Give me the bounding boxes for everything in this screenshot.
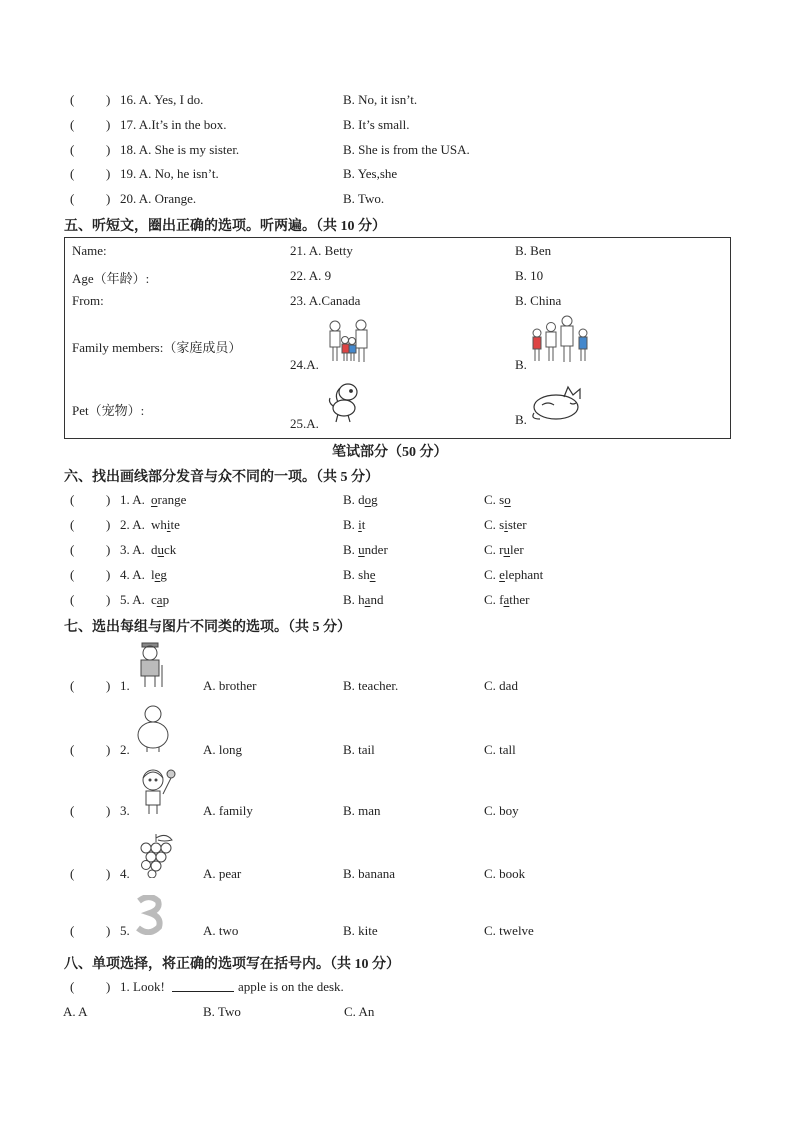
- option-c: [484, 592, 530, 608]
- word-part: p: [162, 592, 170, 607]
- option-a: A. brother: [203, 678, 257, 693]
- fat-man-picture: [133, 703, 173, 753]
- option-b: B. Two: [203, 1004, 241, 1019]
- option-c: C. tall: [484, 742, 516, 757]
- question-text-end: apple is on the desk.: [238, 979, 344, 994]
- answer-paren-open[interactable]: (: [70, 166, 75, 181]
- option-a: 16. A. Yes, I do.: [120, 92, 204, 107]
- option-c: C. dad: [484, 678, 518, 693]
- answer-paren-open[interactable]: (: [70, 742, 75, 757]
- underlined-letters: o: [504, 492, 511, 507]
- word-part: t: [361, 517, 366, 532]
- option-a: 18. A. She is my sister.: [120, 142, 240, 157]
- row-label: Name:: [72, 243, 107, 258]
- word-part: nder: [364, 542, 388, 557]
- option-b: B. It’s small.: [343, 117, 410, 132]
- option-a[interactable]: 25.A.: [290, 416, 319, 431]
- section8-heading: 八、单项选择，将正确的选项写在括号内。（共 10 分）: [64, 957, 400, 972]
- option-b[interactable]: B. Ben: [515, 243, 552, 258]
- option-c: [484, 492, 511, 508]
- underlined-letters: u: [503, 542, 510, 557]
- option-b: B. tail: [343, 742, 375, 757]
- underlined-letters: o: [151, 492, 158, 507]
- option-b: [343, 517, 365, 533]
- row-label: Age（年龄）:: [72, 271, 150, 286]
- answer-paren-open[interactable]: (: [70, 592, 75, 607]
- option-a: [151, 492, 186, 508]
- question-number: 3.: [120, 803, 130, 818]
- word-part: ther: [509, 592, 530, 607]
- grandpa-picture: [132, 641, 172, 689]
- option-a: 19. A. No, he isn’t.: [120, 166, 219, 181]
- row-label: Family members:（家庭成员）: [72, 340, 242, 355]
- question-text-start: 1. Look!: [120, 979, 165, 994]
- family-picture-a: [323, 316, 375, 366]
- option-a[interactable]: 23. A.Canada: [290, 293, 361, 308]
- answer-paren-close: ): [106, 803, 111, 818]
- option-c: C. book: [484, 866, 526, 881]
- word-part: lephant: [504, 567, 544, 582]
- question-number: 4. A.: [120, 567, 145, 582]
- option-c: C. An: [344, 1004, 375, 1019]
- answer-paren-close: ): [106, 166, 111, 181]
- word-part: g: [160, 567, 167, 582]
- option-b: [343, 567, 376, 583]
- option-c: [484, 567, 543, 583]
- answer-paren-open[interactable]: (: [70, 803, 75, 818]
- word-part: wh: [151, 517, 167, 532]
- word-part: l: [151, 567, 155, 582]
- word-part: B. h: [343, 592, 365, 607]
- option-a: A. family: [203, 803, 253, 818]
- option-b: B. Yes,she: [343, 166, 398, 181]
- answer-paren-close: ): [106, 678, 111, 693]
- grapes-picture: [134, 832, 176, 878]
- option-a[interactable]: 22. A. 9: [290, 268, 332, 283]
- question-number: 1. A.: [120, 492, 145, 507]
- word-part: ler: [510, 542, 524, 557]
- word-part: C. f: [484, 592, 504, 607]
- option-b: B. teacher.: [343, 678, 399, 693]
- word-part: nd: [370, 592, 384, 607]
- option-a: [151, 517, 180, 533]
- girl-picture: [135, 766, 179, 816]
- option-b: B. man: [343, 803, 381, 818]
- underlined-letters: i: [166, 517, 171, 532]
- answer-paren-open[interactable]: (: [70, 979, 75, 994]
- option-c: [484, 542, 524, 558]
- section5-heading: 五、听短文，圈出正确的选项。听两遍。（共 10 分）: [64, 219, 386, 234]
- underlined-letters: a: [364, 592, 371, 607]
- option-a: A. pear: [203, 866, 242, 881]
- underlined-letters: a: [156, 592, 163, 607]
- option-b: B. banana: [343, 866, 395, 881]
- question-number: 5.: [120, 923, 130, 938]
- option-a: A. A: [63, 1004, 88, 1019]
- answer-paren-close: ): [106, 191, 111, 206]
- option-c: [484, 517, 527, 533]
- word-part: C. s: [484, 517, 505, 532]
- answer-paren-open[interactable]: (: [70, 517, 75, 532]
- row-label: Pet（宠物）:: [72, 403, 145, 418]
- option-b[interactable]: B.: [515, 357, 527, 372]
- option-c: C. boy: [484, 803, 519, 818]
- cat-picture: [528, 383, 590, 423]
- option-a: [151, 592, 169, 608]
- word-part: c: [151, 592, 157, 607]
- answer-paren-close: ): [106, 542, 111, 557]
- answer-paren-close: ): [106, 492, 111, 507]
- option-c: C. twelve: [484, 923, 534, 938]
- underlined-letters: o: [364, 492, 372, 507]
- answer-paren-open[interactable]: (: [70, 923, 75, 938]
- question-number: 2. A.: [120, 517, 145, 532]
- option-b: B. No, it isn’t.: [343, 92, 418, 107]
- number-three-picture: [134, 895, 164, 935]
- option-b: B. Two.: [343, 191, 385, 206]
- question-number: 3. A.: [120, 542, 145, 557]
- fill-in-blank[interactable]: [172, 979, 234, 996]
- underlined-letters: u: [157, 542, 164, 557]
- answer-paren-open[interactable]: (: [70, 542, 75, 557]
- answer-paren-open[interactable]: (: [70, 866, 75, 881]
- option-a[interactable]: 21. A. Betty: [290, 243, 353, 258]
- answer-paren-close: ): [106, 142, 111, 157]
- answer-paren-open[interactable]: (: [70, 117, 75, 132]
- answer-paren-open[interactable]: (: [70, 567, 75, 582]
- dog-picture: [320, 380, 364, 424]
- underlined-letters: e: [154, 567, 161, 582]
- word-part: B. sh: [343, 567, 370, 582]
- word-part: C.: [484, 567, 500, 582]
- answer-paren-open[interactable]: (: [70, 492, 75, 507]
- underlined-letters: i: [504, 517, 508, 532]
- question-number: 1.: [120, 678, 130, 693]
- word-part: C. s: [484, 492, 505, 507]
- answer-paren-close: ): [106, 979, 111, 994]
- answer-paren-close: ): [106, 567, 111, 582]
- answer-paren-close: ): [106, 517, 111, 532]
- word-part: range: [157, 492, 187, 507]
- section7-heading: 七、选出每组与图片不同类的选项。（共 5 分）: [64, 620, 351, 635]
- underlined-letters: e: [499, 567, 505, 582]
- question-number: 4.: [120, 866, 130, 881]
- row-label: From:: [72, 293, 104, 308]
- option-b: B. kite: [343, 923, 378, 938]
- option-b[interactable]: B. China: [515, 293, 562, 308]
- underlined-letters: u: [358, 542, 365, 557]
- option-b[interactable]: B.: [515, 412, 527, 427]
- answer-paren-open[interactable]: (: [70, 142, 75, 157]
- answer-paren-close: ): [106, 923, 111, 938]
- option-a: 17. A.It’s in the box.: [120, 117, 227, 132]
- section6-heading: 六、找出画线部分发音与众不同的一项。（共 5 分）: [64, 470, 379, 485]
- word-part: C. r: [484, 542, 504, 557]
- option-a: [151, 542, 176, 558]
- answer-paren-close: ): [106, 117, 111, 132]
- option-a[interactable]: 24.A.: [290, 357, 319, 372]
- option-a: A. long: [203, 742, 242, 757]
- option-b: [343, 542, 388, 558]
- option-b[interactable]: B. 10: [515, 268, 544, 283]
- word-part: B.: [343, 542, 359, 557]
- answer-paren-open[interactable]: (: [70, 191, 75, 206]
- answer-paren-close: ): [106, 866, 111, 881]
- word-part: g: [371, 492, 378, 507]
- option-b: [343, 492, 378, 508]
- word-part: ster: [507, 517, 527, 532]
- answer-paren-close: ): [106, 592, 111, 607]
- word-part: B.: [343, 517, 359, 532]
- option-a: A. two: [203, 923, 239, 938]
- answer-paren-open[interactable]: (: [70, 678, 75, 693]
- option-b: [343, 592, 383, 608]
- underlined-letters: e: [369, 567, 376, 582]
- word-part: d: [151, 542, 158, 557]
- underlined-letters: a: [503, 592, 510, 607]
- option-a: [151, 567, 167, 583]
- family-picture-b: [525, 313, 595, 365]
- answer-paren-open[interactable]: (: [70, 92, 75, 107]
- option-a: 20. A. Orange.: [120, 191, 197, 206]
- word-part: te: [170, 517, 180, 532]
- question-number: 5. A.: [120, 592, 145, 607]
- word-part: ck: [164, 542, 177, 557]
- word-part: B. d: [343, 492, 365, 507]
- option-b: B. She is from the USA.: [343, 142, 470, 157]
- underlined-letters: i: [358, 517, 362, 532]
- answer-paren-close: ): [106, 92, 111, 107]
- question-number: 2.: [120, 742, 130, 757]
- written-section-title: 笔试部分（50 分）: [332, 445, 448, 460]
- answer-paren-close: ): [106, 742, 111, 757]
